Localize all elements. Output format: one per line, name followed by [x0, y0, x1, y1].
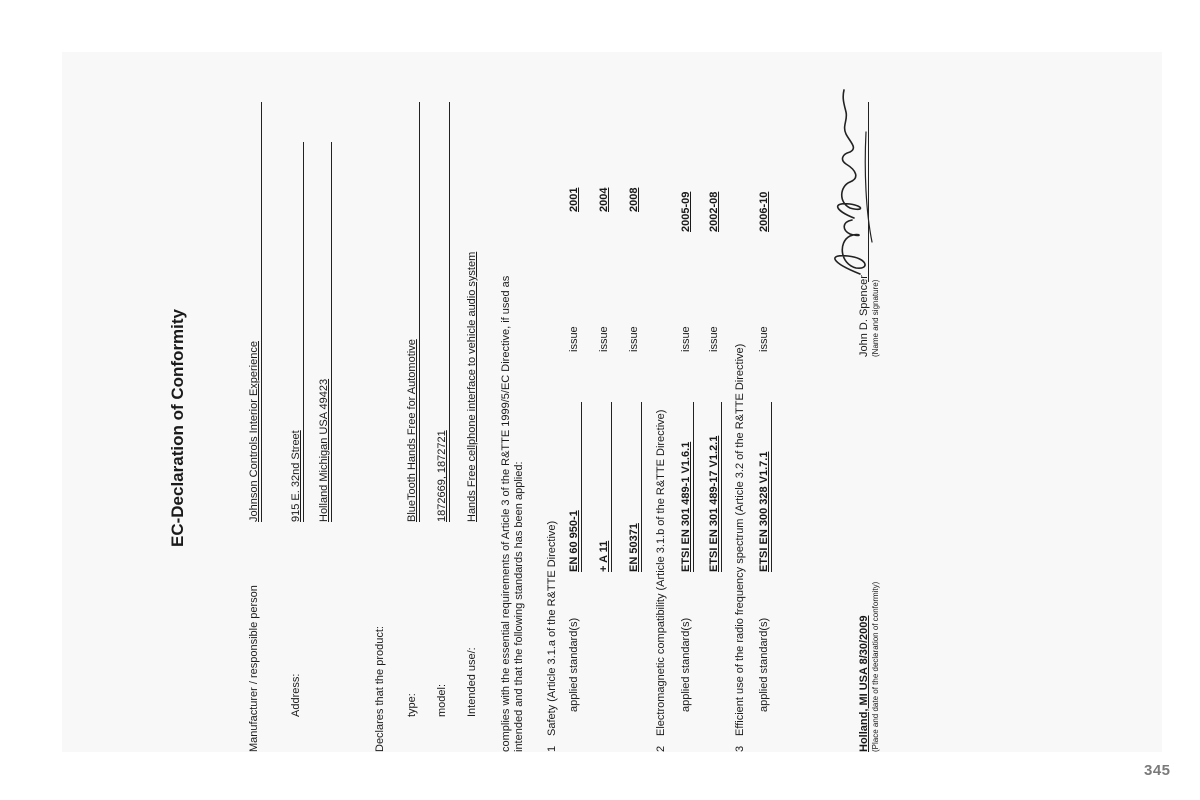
standard-rule	[771, 402, 772, 572]
declaration-document	[160, 52, 940, 752]
address-line1: 915 E. 32nd Street	[290, 430, 302, 522]
type-rule	[419, 102, 420, 522]
complies-line-2: intended and that the following standards has been applied:	[513, 461, 525, 752]
model-rule	[449, 102, 450, 522]
standard-etsi-301-489-17: ETSI EN 301 489-17 V1.2.1	[708, 435, 720, 572]
issue-label: issue	[598, 326, 610, 352]
issue-label: issue	[628, 326, 640, 352]
complies-line-1: complies with the essential requirements of Article 3 of the R&TTE 1999/5/EC Directive, if used as	[500, 275, 512, 752]
standard-rule	[581, 402, 582, 572]
standard-en60950: EN 60 950-1	[568, 510, 580, 572]
handwritten-signature	[820, 82, 880, 282]
standard-a11: + A 11	[598, 540, 610, 572]
place-date-caption: (Place and date of the declaration of conformity)	[871, 581, 880, 752]
issue-year: 2005-09	[680, 191, 692, 232]
section-1-number: 1	[546, 745, 558, 752]
use-value: Hands Free cellphone interface to vehicle audio system	[466, 251, 478, 522]
issue-year: 2004	[598, 187, 610, 212]
signer-caption: (Name and signature)	[871, 279, 880, 357]
type-label: type:	[406, 693, 418, 717]
signer-name: John D. Spencer	[858, 275, 870, 357]
issue-year: 2001	[568, 187, 580, 212]
section-2-applied-label: applied standard(s)	[680, 617, 692, 712]
declares-text: Declares that the product:	[374, 626, 386, 752]
document-title: EC-Declaration of Conformity	[168, 308, 187, 547]
section-3-heading: Efficient use of the radio frequency spectrum (Article 3.2 of the R&TTE Directive)	[734, 343, 746, 736]
issue-label: issue	[758, 326, 770, 352]
address-rule-2	[331, 142, 332, 522]
type-value: BlueTooth Hands Free for Automotive	[406, 339, 418, 522]
address-label: Address:	[290, 673, 302, 717]
section-2-number: 2	[655, 745, 667, 752]
place-date: Holland, MI USA 8/30/2009	[858, 615, 870, 752]
standard-etsi-300-328: ETSI EN 300 328 V1.7.1	[758, 451, 770, 572]
manufacturer-value: Johnson Controls Interior Experience	[248, 341, 260, 522]
standard-rule	[721, 402, 722, 572]
model-label: model:	[436, 683, 448, 717]
standard-en50371: EN 50371	[628, 523, 640, 572]
issue-year: 2002-08	[708, 191, 720, 232]
standard-rule	[693, 402, 694, 572]
section-2-heading: Electromagnetic compatibility (Article 3.1.b of the R&TTE Directive)	[655, 409, 667, 736]
issue-year: 2006-10	[758, 191, 770, 232]
address-rule-1	[303, 142, 304, 522]
standard-rule	[611, 402, 612, 572]
issue-label: issue	[680, 326, 692, 352]
use-label: Intended use/:	[466, 647, 478, 717]
section-3-number: 3	[734, 745, 746, 752]
standard-etsi-301-489-1: ETSI EN 301 489-1 V1.6.1	[680, 441, 692, 572]
section-1-applied-label: applied standard(s)	[568, 617, 580, 712]
model-value: 1872669, 1872721	[436, 430, 448, 522]
address-line2: Holland Michigan USA 49423	[318, 378, 330, 522]
section-1-heading: Safety (Article 3.1.a of the R&TTE Directive)	[546, 520, 558, 736]
issue-year: 2008	[628, 187, 640, 212]
manufacturer-rule	[261, 102, 262, 522]
issue-label: issue	[708, 326, 720, 352]
manufacturer-label: Manufacturer / responsible person	[248, 585, 260, 752]
section-3-applied-label: applied standard(s)	[758, 617, 770, 712]
page-number: 345	[1144, 762, 1171, 779]
issue-label: issue	[568, 326, 580, 352]
standard-rule	[641, 402, 642, 572]
